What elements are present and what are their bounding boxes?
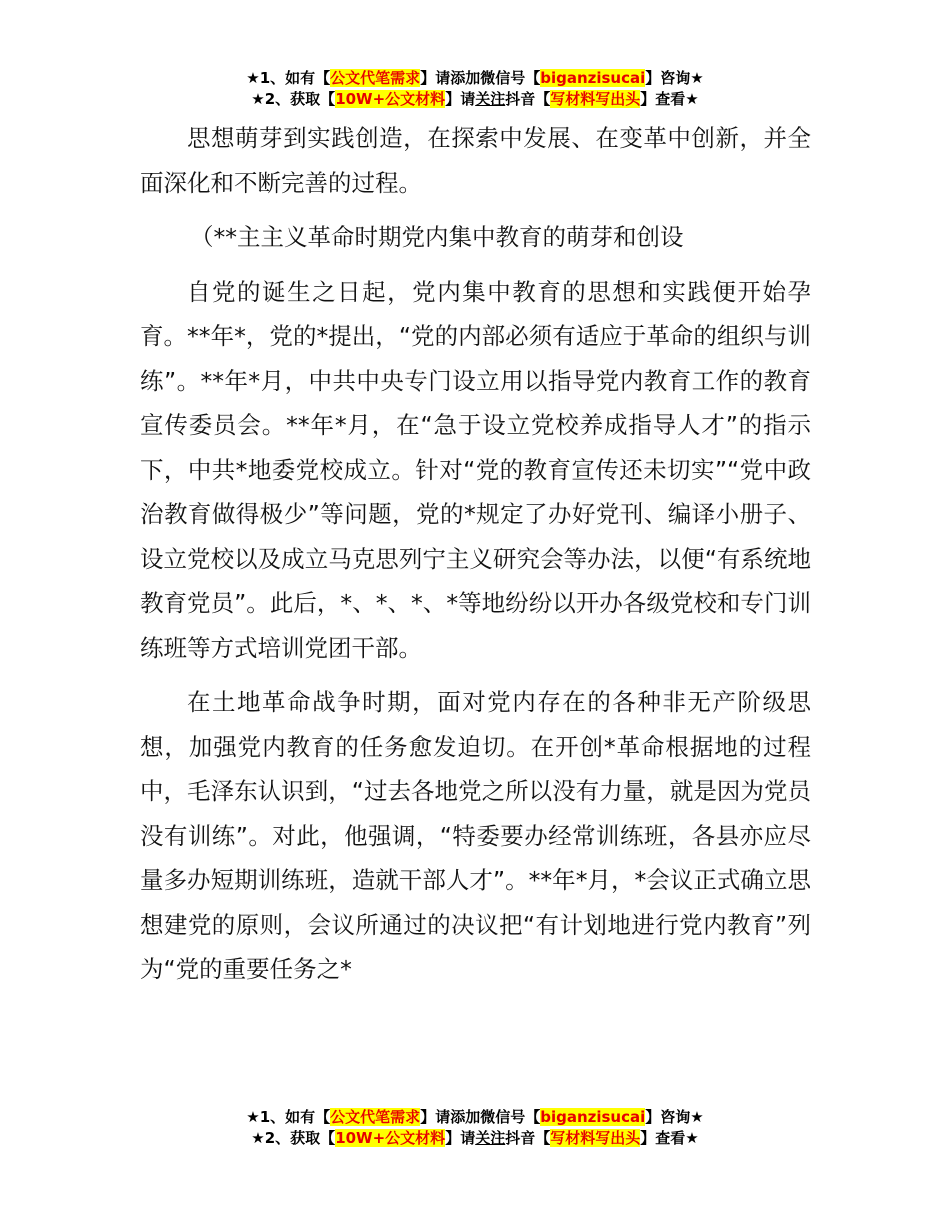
- banner-line-2: [0, 1128, 950, 1149]
- banner-wechat-id: biganzisucai: [540, 1108, 646, 1126]
- document-body: [140, 116, 811, 1002]
- paragraph: 自党的诞生之日起，党内集中教育的思想和实践便开始孕育。**年*，党的*提出，“党的内部必须有适应于革命的组织与训练”。**年*月，中共中央专门设立用以指导党内教育工作的教育宣传委员会。**年*月，在“急于设立党校养成指导人才”的指示下，中共*地委党校成立。针对“党的教育宣传还未切实”“党中政治教育做得极少”等问题，党的*规定了办好党刊、编译小册子、设立党校以及成立马克思列宁主义研究会等办法，以便“有系统地教育党员”。此后，*、*、*、*等地纷纷以开办各级党校和专门训练班等方式培训党团干部。: [140, 277, 811, 662]
- banner-line-2: [0, 89, 950, 110]
- banner-text: ★1、如有【: [246, 69, 331, 87]
- banner-highlight: 10W+公文材料: [335, 1129, 446, 1147]
- banner-wechat-id: biganzisucai: [540, 69, 646, 87]
- banner-highlight: 公文代笔需求: [330, 69, 421, 87]
- banner-text: 】请: [445, 90, 476, 108]
- banner-text: 抖音【: [505, 1129, 551, 1147]
- banner-line-1: [0, 68, 950, 89]
- banner-text: ★2、获取【: [251, 1129, 336, 1147]
- banner-text: ★1、如有【: [246, 1108, 331, 1126]
- banner-text: 】请: [445, 1129, 476, 1147]
- banner-text: 】查看★: [640, 90, 699, 108]
- paragraph: 思想萌芽到实践创造，在探索中发展、在变革中创新，并全面深化和不断完善的过程。: [140, 124, 811, 197]
- section-heading: （**主主义革命时期党内集中教育的萌芽和创设: [190, 223, 684, 251]
- banner-text: 抖音【: [505, 90, 551, 108]
- banner-account-name: 写材料写出头: [550, 90, 641, 108]
- banner-text: 】查看★: [640, 1129, 699, 1147]
- banner-highlight: 公文代笔需求: [330, 1108, 421, 1126]
- paragraph: 在土地革命战争时期，面对党内存在的各种非无产阶级思想，加强党内教育的任务愈发迫切。在开创*革命根据地的过程中，毛泽东认识到，“过去各地党之所以没有力量，就是因为党员没有训练”。对此，他强调，“特委要办经常训练班，各县亦应尽量多办短期训练班，造就干部人才”。**年*月，*会议正式确立思想建党的原则，会议所通过的决议把“有计划地进行党内教育”列为“党的重要任务之*: [140, 688, 811, 983]
- banner-text: 】咨询★: [645, 1108, 704, 1126]
- banner-account-name: 写材料写出头: [550, 1129, 641, 1147]
- banner-highlight: 10W+公文材料: [335, 90, 446, 108]
- banner-follow-text: 关注: [475, 90, 506, 108]
- footer-banner: [0, 1107, 950, 1149]
- banner-text: ★2、获取【: [251, 90, 336, 108]
- banner-text: 】请添加微信号【: [420, 69, 541, 87]
- banner-follow-text: 关注: [475, 1129, 506, 1147]
- banner-line-1: [0, 1107, 950, 1128]
- header-banner: [0, 68, 950, 110]
- banner-text: 】咨询★: [645, 69, 704, 87]
- banner-text: 】请添加微信号【: [420, 1108, 541, 1126]
